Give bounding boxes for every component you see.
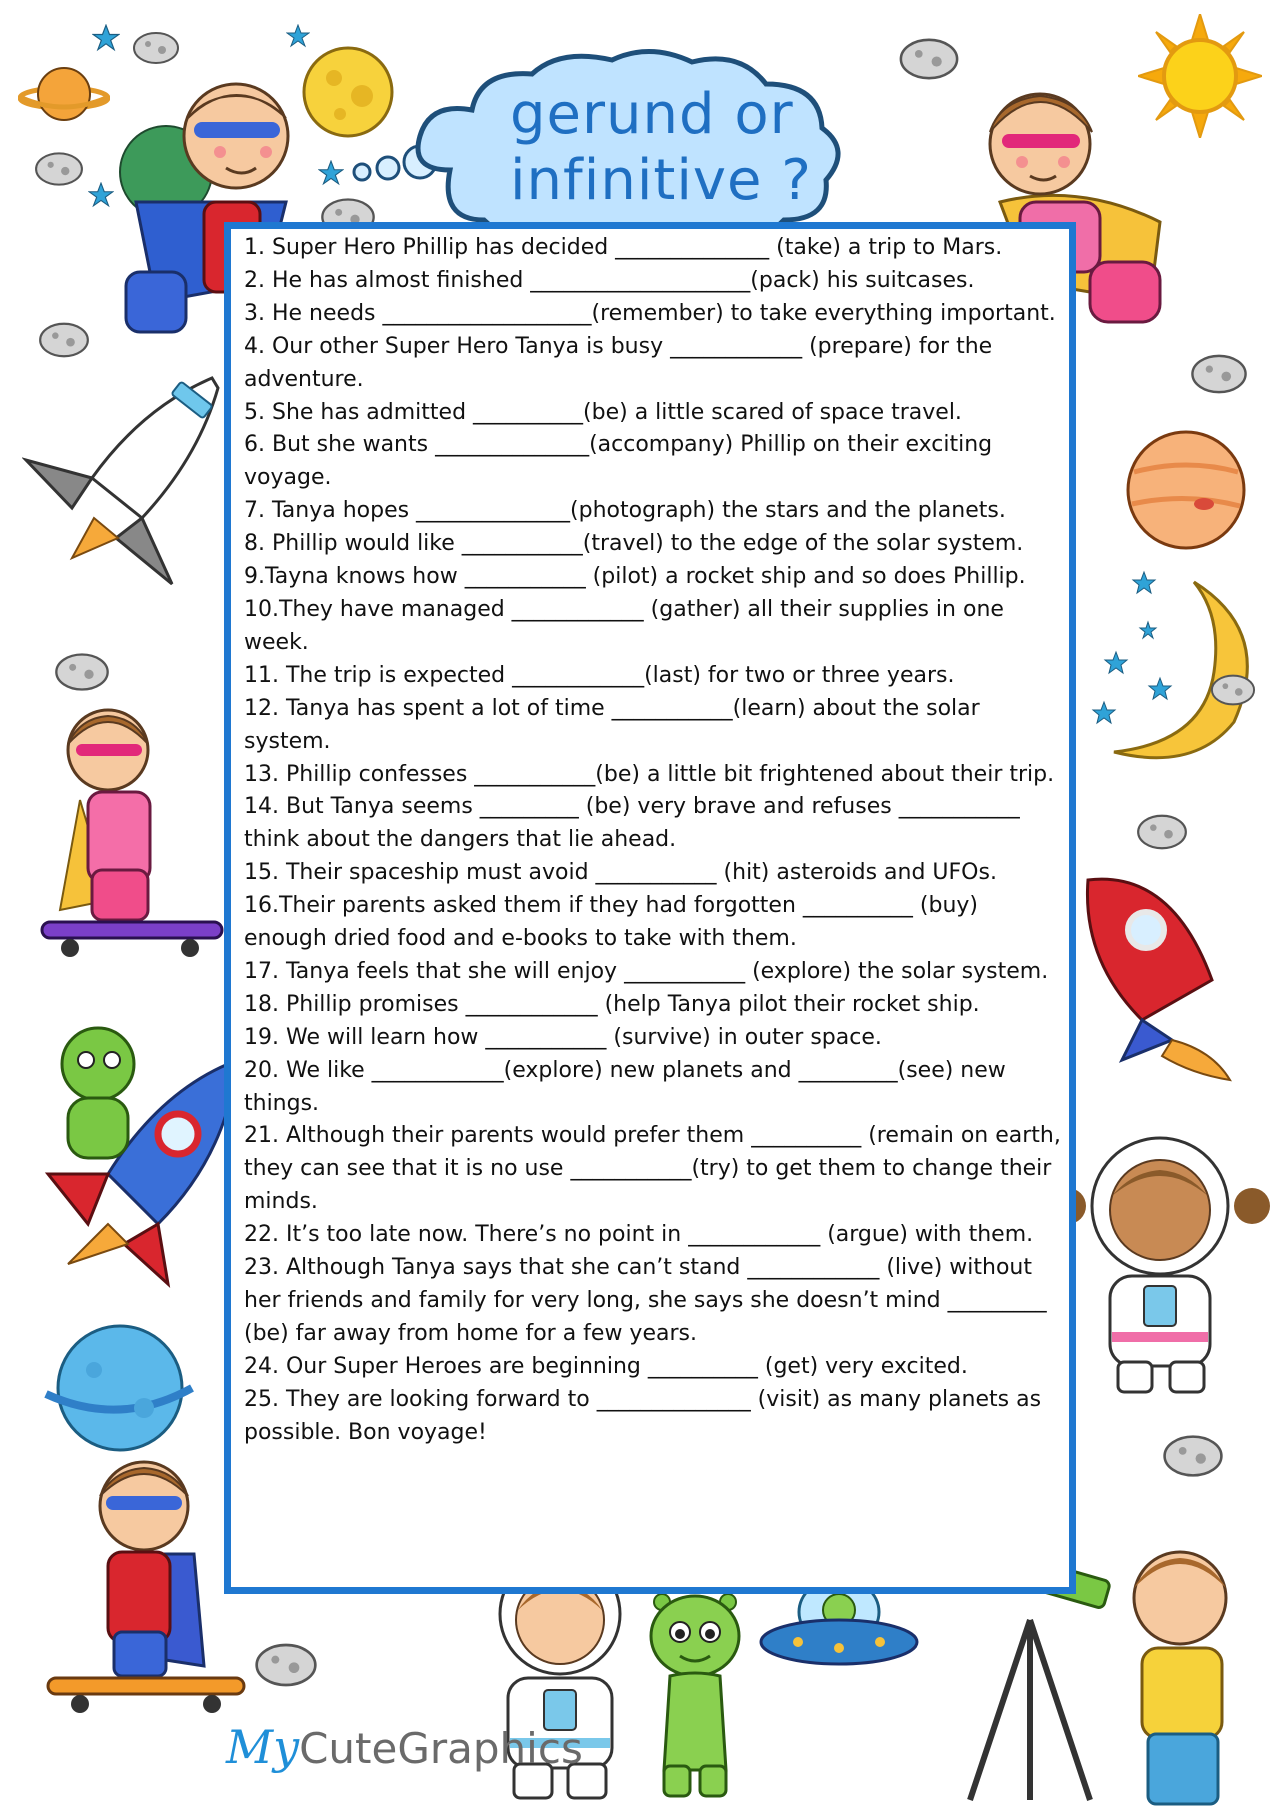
asteroid-icon bbox=[898, 36, 960, 82]
alien-rocket-icon bbox=[28, 1024, 238, 1294]
question-6: 6. But she wants ______________(accompany) Phillip on their exciting voyage. bbox=[244, 432, 993, 491]
asteroid-icon bbox=[254, 1640, 318, 1690]
title-line-2: infinitive ? bbox=[510, 148, 813, 213]
worksheet-title bbox=[510, 82, 870, 214]
question-21: 21. Although their parents would prefer them __________ (remain on earth, they can see that it is no use ___________(try) to get them to change their minds. bbox=[244, 1123, 1061, 1215]
logo-my: My bbox=[226, 1720, 300, 1774]
question-23: 23. Although Tanya says that she can’t stand ____________ (live) without her friends and family for very long, she says she doesn’t mind _________ (be) far away from home for a few years. bbox=[244, 1255, 1047, 1346]
asteroid-icon bbox=[1136, 812, 1188, 852]
mycutegraphics-logo bbox=[226, 1720, 583, 1774]
question-4: 4. Our other Super Hero Tanya is busy ____________ (prepare) for the adventure. bbox=[244, 333, 993, 392]
question-16: 16.Their parents asked them if they had forgotten __________ (buy) enough dried food and e-books to take with them. bbox=[244, 893, 978, 952]
star-icon bbox=[318, 160, 344, 186]
planet-icon bbox=[40, 1318, 198, 1458]
title-line-1: gerund or bbox=[510, 82, 794, 147]
space-shuttle-icon bbox=[22, 368, 228, 588]
question-11: 11. The trip is expected ____________(last) for two or three years. bbox=[244, 662, 955, 688]
question-8: 8. Phillip would like ___________(travel) to the edge of the solar system. bbox=[244, 531, 1024, 557]
red-rocket-icon bbox=[1062, 870, 1232, 1082]
question-22: 22. It’s too late now. There’s no point in ____________ (argue) with them. bbox=[244, 1222, 1034, 1248]
question-20: 20. We like ____________(explore) new planets and _________(see) new things. bbox=[244, 1057, 1006, 1116]
moon-stars-icon bbox=[1084, 562, 1274, 772]
question-19: 19. We will learn how ___________ (survive) in outer space. bbox=[244, 1024, 882, 1050]
question-12: 12. Tanya has spent a lot of time ___________(learn) about the solar system. bbox=[244, 695, 980, 754]
question-2: 2. He has almost finished ____________________(pack) his suitcases. bbox=[244, 267, 975, 293]
question-10: 10.They have managed ____________ (gather) all their supplies in one week. bbox=[244, 596, 1004, 655]
alien-icon bbox=[640, 1580, 750, 1802]
logo-cutegraphics: CuteGraphics bbox=[299, 1724, 583, 1773]
asteroid-icon bbox=[54, 650, 110, 694]
question-1: 1. Super Hero Phillip has decided ______________ (take) a trip to Mars. bbox=[244, 235, 1003, 260]
question-list bbox=[244, 232, 1064, 1450]
question-14: 14. But Tanya seems _________ (be) very brave and refuses ___________ think about the dangers that lie ahead. bbox=[244, 794, 1020, 853]
star-icon bbox=[92, 24, 120, 52]
astronaut-girl-icon bbox=[1048, 1136, 1274, 1396]
question-9: 9.Tayna knows how ___________ (pilot) a rocket ship and so does Phillip. bbox=[244, 564, 1026, 590]
planet-icon bbox=[1124, 428, 1248, 552]
question-24: 24. Our Super Heroes are beginning __________ (get) very excited. bbox=[244, 1353, 968, 1379]
question-15: 15. Their spaceship must avoid ___________ (hit) asteroids and UFOs. bbox=[244, 860, 997, 886]
asteroid-icon bbox=[34, 150, 84, 188]
asteroid-icon bbox=[1210, 672, 1256, 708]
skateboard-hero-icon bbox=[44, 1456, 248, 1716]
asteroid-icon bbox=[1162, 1432, 1224, 1480]
question-17: 17. Tanya feels that she will enjoy ___________ (explore) the solar system. bbox=[244, 958, 1049, 984]
asteroid-icon bbox=[38, 320, 90, 360]
question-5: 5. She has admitted __________(be) a little scared of space travel. bbox=[244, 399, 962, 425]
question-7: 7. Tanya hopes ______________(photograph) the stars and the planets. bbox=[244, 498, 1006, 524]
question-3: 3. He needs ___________________(remember) to take everything important. bbox=[244, 300, 1056, 326]
skateboard-girl-icon bbox=[40, 700, 226, 970]
asteroid-icon bbox=[1190, 352, 1248, 396]
question-25: 25. They are looking forward to ______________ (visit) as many planets as possible. Bon voyage! bbox=[244, 1386, 1042, 1445]
question-13: 13. Phillip confesses ___________(be) a little bit frightened about their trip. bbox=[244, 761, 1055, 787]
question-18: 18. Phillip promises ____________ (help Tanya pilot their rocket ship. bbox=[244, 991, 980, 1017]
